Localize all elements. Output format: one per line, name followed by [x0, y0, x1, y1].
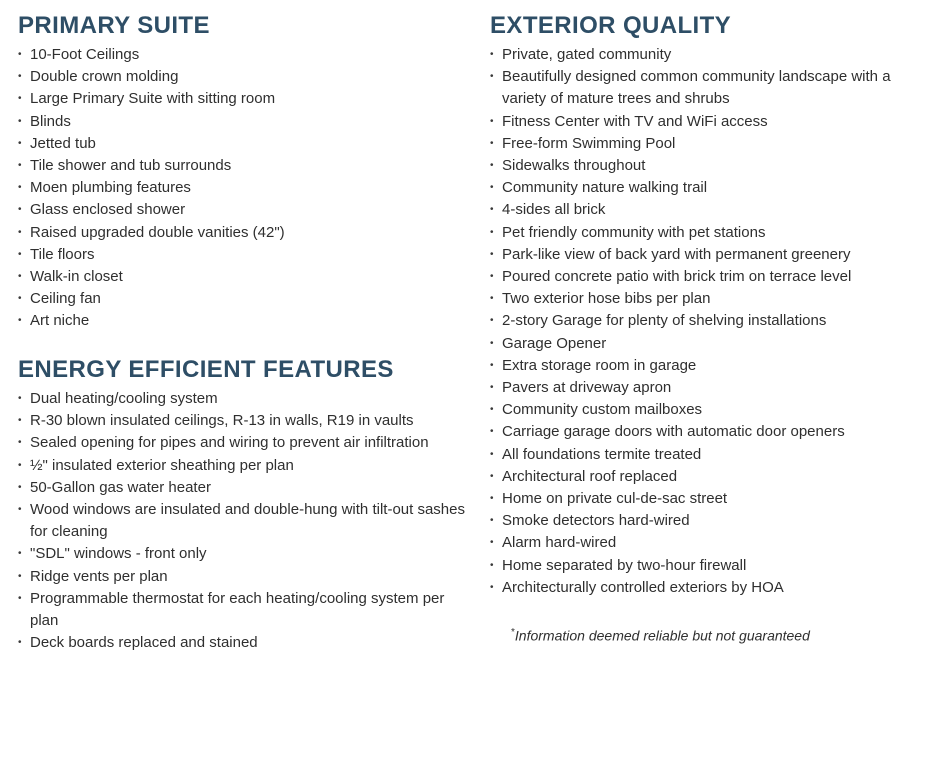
list-item: • Home on private cul-de-sac street [490, 488, 897, 510]
list-item: • Art niche [18, 310, 470, 332]
list-item: • Double crown molding [18, 66, 470, 88]
exterior-list [490, 44, 897, 599]
disclaimer-text: Information deemed reliable but not guaranteed [514, 627, 810, 644]
disclaimer-asterisk: * [511, 627, 515, 638]
list-item: • Ridge vents per plan [18, 566, 470, 588]
list-item: • Tile floors [18, 244, 470, 266]
list-item: • Poured concrete patio with brick trim on terrace level [490, 266, 897, 288]
list-item: • ½" insulated exterior sheathing per plan [18, 455, 470, 477]
list-item: • Wood windows are insulated and double-hung with tilt-out sashes for cleaning [18, 499, 470, 543]
list-item: • Architectural roof replaced [490, 466, 897, 488]
list-item: • Free-form Swimming Pool [490, 133, 897, 155]
list-item: • Sealed opening for pipes and wiring to prevent air infiltration [18, 432, 470, 454]
list-item: • Deck boards replaced and stained [18, 632, 470, 654]
list-item: • "SDL" windows - front only [18, 543, 470, 565]
list-item: • Two exterior hose bibs per plan [490, 288, 897, 310]
list-item: • Jetted tub [18, 133, 470, 155]
list-item: • Fitness Center with TV and WiFi access [490, 111, 897, 133]
primary-suite-heading: PRIMARY SUITE [18, 12, 210, 39]
list-item: • Carriage garage doors with automatic door openers [490, 421, 897, 443]
list-item: • Large Primary Suite with sitting room [18, 88, 470, 110]
energy-heading: ENERGY EFFICIENT FEATURES [18, 356, 394, 383]
list-item: • Walk-in closet [18, 266, 470, 288]
exterior-section [490, 12, 897, 599]
list-item: • Sidewalks throughout [490, 155, 897, 177]
list-item: • Alarm hard-wired [490, 532, 897, 554]
list-item: • Moen plumbing features [18, 177, 470, 199]
list-item: • Raised upgraded double vanities (42") [18, 222, 470, 244]
list-item: • Ceiling fan [18, 288, 470, 310]
list-item: • Programmable thermostat for each heating/cooling system per plan [18, 588, 470, 632]
list-item: • 50-Gallon gas water heater [18, 477, 470, 499]
primary-suite-list [18, 44, 470, 333]
list-item: • 2-story Garage for plenty of shelving installations [490, 310, 897, 332]
list-item: • Extra storage room in garage [490, 355, 897, 377]
list-item: • Architecturally controlled exteriors by HOA [490, 577, 897, 599]
list-item: • Community custom mailboxes [490, 399, 897, 421]
list-item: • Beautifully designed common community landscape with a variety of mature trees and shrubs [490, 66, 897, 110]
list-item: • 10-Foot Ceilings [18, 44, 470, 66]
exterior-heading: EXTERIOR QUALITY [490, 12, 732, 39]
list-item: • Home separated by two-hour firewall [490, 555, 897, 577]
primary-suite-section [18, 12, 470, 333]
list-item: • 4-sides all brick [490, 199, 897, 221]
list-item: • Dual heating/cooling system [18, 388, 470, 410]
list-item: • All foundations termite treated [490, 444, 897, 466]
list-item: • Pavers at driveway apron [490, 377, 897, 399]
list-item: • Garage Opener [490, 333, 897, 355]
energy-list [18, 388, 470, 654]
list-item: • Smoke detectors hard-wired [490, 510, 897, 532]
list-item: • Park-like view of back yard with permanent greenery [490, 244, 897, 266]
list-item: • R-30 blown insulated ceilings, R-13 in walls, R19 in vaults [18, 410, 470, 432]
list-item: • Pet friendly community with pet stations [490, 222, 897, 244]
list-item: • Community nature walking trail [490, 177, 897, 199]
energy-section [18, 356, 470, 654]
list-item: • Glass enclosed shower [18, 199, 470, 221]
disclaimer-note [511, 627, 810, 644]
list-item: • Blinds [18, 111, 470, 133]
list-item: • Tile shower and tub surrounds [18, 155, 470, 177]
list-item: • Private, gated community [490, 44, 897, 66]
